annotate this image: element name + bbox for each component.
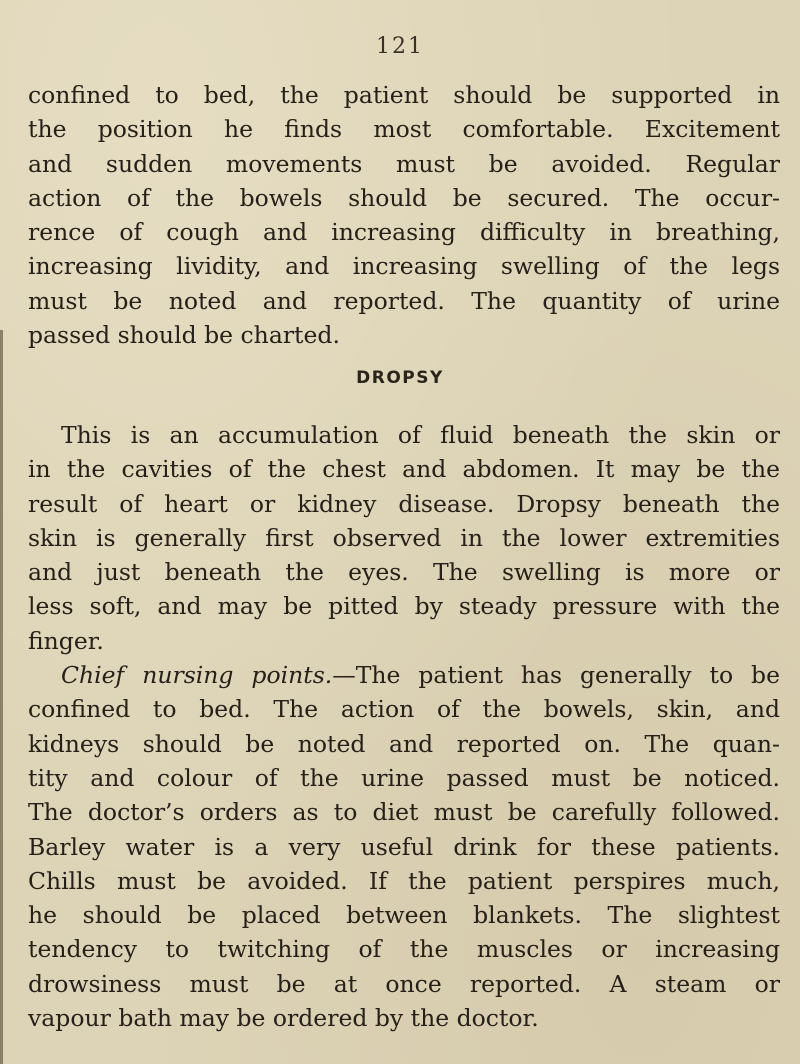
text-line: action of the bowels should be secured. The occur- [28, 183, 780, 212]
section-heading: DROPSY [356, 368, 444, 388]
text-line: tity and colour of the urine passed must be noticed. [28, 763, 780, 792]
text-line: drowsiness must be at once reported. A steam or [28, 969, 780, 998]
text-line: tendency to twitching of the muscles or increasing [28, 935, 780, 964]
text-line: This is an accumulation of fluid beneath the skin or [61, 421, 780, 449]
text-line: confined to bed, the patient should be supported in [28, 81, 780, 109]
text-line: and just beneath the eyes. The swelling is more or [28, 558, 780, 587]
text-line: kidneys should be noted and reported on. The quan- [28, 729, 780, 758]
text-line: he should be placed between blankets. The slightest [28, 901, 780, 930]
text-line: increasing lividity, and increasing swelling of the legs [28, 252, 780, 281]
text-line: the position he finds most comfortable. Excitement [28, 115, 780, 144]
text-line: finger. [28, 626, 104, 655]
continued-paragraph [28, 78, 780, 352]
text-line: in the cavities of the chest and abdomen. It may be the [28, 455, 780, 484]
text-line: result of heart or kidney disease. Dropsy beneath the [28, 489, 780, 518]
text-line: must be noted and reported. The quantity of urine [28, 286, 780, 315]
text-line: confined to bed. The action of the bowels, skin, and [28, 695, 780, 724]
text-line: vapour bath may be ordered by the doctor. [28, 1004, 539, 1033]
text-line: passed should be charted. [28, 321, 340, 350]
page-binding-edge [0, 330, 3, 1064]
text-line: —The patient has generally to be [332, 661, 780, 690]
text-line: Chills must be avoided. If the patient perspires much, [28, 866, 780, 895]
text-line: and sudden movements must be avoided. Regular [28, 149, 780, 178]
nursing-points-label: Chief nursing points. [61, 661, 333, 690]
page-number: 121 [376, 34, 424, 59]
text-line: rence of cough and increasing difficulty in breathing, [28, 218, 780, 247]
text-line: The doctor’s orders as to diet must be carefully followed. [28, 798, 780, 827]
nursing-points-first-line [28, 658, 780, 692]
dropsy-section [28, 418, 780, 1035]
text-line: Barley water is a very useful drink for these patients. [28, 832, 780, 861]
text-line: less soft, and may be pitted by steady pressure with the [28, 592, 780, 621]
text-line: skin is generally first observed in the lower extremities [28, 523, 780, 552]
